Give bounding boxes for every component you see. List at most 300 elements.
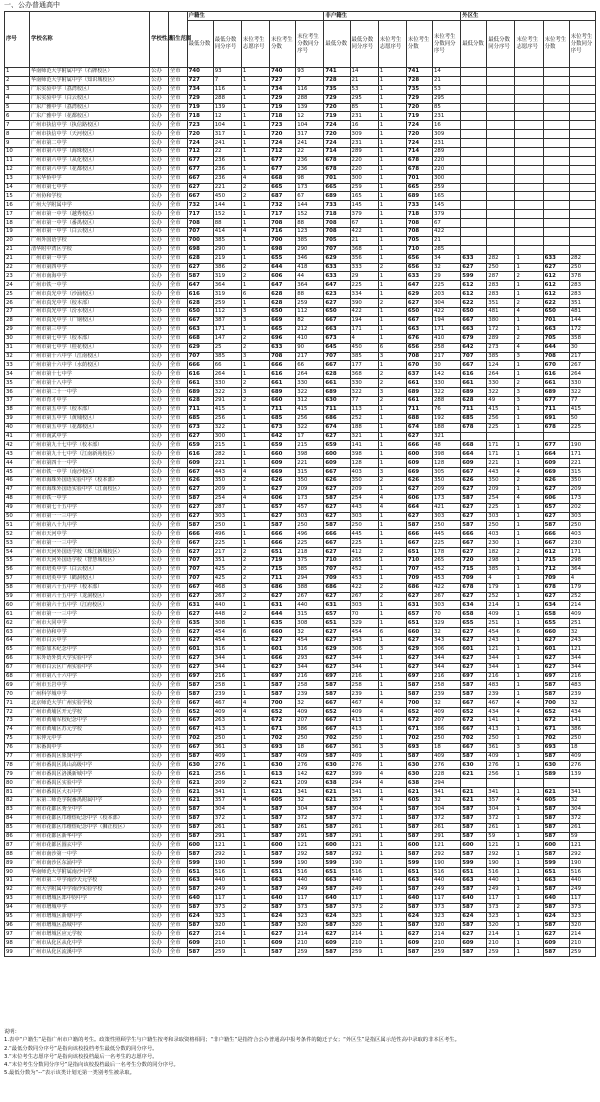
table-cell bbox=[515, 121, 543, 130]
table-cell: 1 bbox=[378, 521, 406, 530]
table-cell bbox=[487, 183, 515, 192]
school-name-cell: 广州市南沙第一中学 bbox=[30, 850, 150, 859]
table-cell: 685 bbox=[270, 414, 296, 423]
table-cell bbox=[487, 94, 515, 103]
table-cell: 304 bbox=[487, 805, 515, 814]
table-cell: 61 bbox=[5, 610, 30, 619]
table-cell: 231 bbox=[432, 112, 460, 121]
school-name-cell: 广州市番禺区洛溪新城中学 bbox=[30, 770, 150, 779]
table-cell: 128 bbox=[350, 459, 378, 468]
table-cell: 640 bbox=[187, 894, 213, 903]
table-cell: 587 bbox=[324, 681, 350, 690]
table-cell: 587 bbox=[324, 921, 350, 930]
table-cell: 422 bbox=[432, 583, 460, 592]
table-cell: 624 bbox=[324, 912, 350, 921]
table-cell: 719 bbox=[324, 112, 350, 121]
school-name-cell: 华南师范大学附属中学（石牌校区） bbox=[30, 68, 150, 77]
table-cell: 295 bbox=[432, 94, 460, 103]
school-name-cell: 广东仲元中学 bbox=[30, 734, 150, 743]
table-cell: 1 bbox=[241, 156, 269, 165]
table-cell: 4 bbox=[515, 708, 543, 717]
table-row bbox=[5, 548, 596, 557]
table-cell: 264 bbox=[487, 370, 515, 379]
table-cell: 651 bbox=[324, 619, 350, 628]
table-cell: 50 bbox=[5, 512, 30, 521]
table-row bbox=[5, 797, 596, 806]
school-name-cell: 广州市增城区郑中钧中学 bbox=[30, 894, 150, 903]
table-cell: 364 bbox=[569, 565, 595, 574]
table-cell: 587 bbox=[461, 805, 487, 814]
table-cell: 231 bbox=[350, 139, 378, 148]
table-cell: 1 bbox=[241, 281, 269, 290]
table-cell: 1 bbox=[515, 441, 543, 450]
table-cell bbox=[569, 192, 595, 201]
table-cell: 667 bbox=[461, 699, 487, 708]
table-cell: 2 bbox=[241, 574, 269, 583]
table-cell: 660 bbox=[270, 396, 296, 405]
table-cell: 627 bbox=[324, 432, 350, 441]
table-cell: 1 bbox=[378, 68, 406, 77]
table-cell bbox=[543, 183, 569, 192]
school-name-cell: 广州市铁一中学（南沙校区） bbox=[30, 468, 150, 477]
table-cell: 677 bbox=[543, 441, 569, 450]
school-name-cell: 广州市增城区应元学校 bbox=[30, 930, 150, 939]
table-cell: 全市 bbox=[168, 681, 187, 690]
table-row bbox=[5, 494, 596, 503]
header-school: 学校名称 bbox=[30, 12, 150, 68]
table-cell: 3 bbox=[5, 85, 30, 94]
table-cell: 261 bbox=[213, 823, 241, 832]
table-cell: 1 bbox=[515, 814, 543, 823]
table-cell: 659 bbox=[187, 441, 213, 450]
table-cell: 647 bbox=[324, 281, 350, 290]
table-cell: 239 bbox=[213, 690, 241, 699]
table-cell: 全市 bbox=[168, 859, 187, 868]
table-cell: 727 bbox=[187, 76, 213, 85]
table-cell: 409 bbox=[432, 752, 460, 761]
school-name-cell: 广州市南武中学 bbox=[30, 432, 150, 441]
table-cell: 621 bbox=[461, 797, 487, 806]
table-cell: 666 bbox=[270, 654, 296, 663]
table-cell: 1 bbox=[378, 219, 406, 228]
table-cell: 4 bbox=[515, 797, 543, 806]
table-cell: 715 bbox=[461, 565, 487, 574]
table-cell: 676 bbox=[406, 334, 432, 343]
table-cell: 1 bbox=[515, 725, 543, 734]
table-cell: 733 bbox=[324, 201, 350, 210]
school-name-cell: 广州市培英中学（鹤洞校区） bbox=[30, 574, 150, 583]
table-cell: 全市 bbox=[168, 370, 187, 379]
table-cell: 209 bbox=[432, 485, 460, 494]
table-cell bbox=[515, 236, 543, 245]
table-cell: 1 bbox=[241, 112, 269, 121]
table-cell: 320 bbox=[569, 921, 595, 930]
table-cell: 1 bbox=[241, 201, 269, 210]
table-cell: 全市 bbox=[168, 245, 187, 254]
school-name-cell: 广州市第一一三中学 bbox=[30, 512, 150, 521]
table-cell: 全市 bbox=[168, 174, 187, 183]
table-cell: 1 bbox=[378, 752, 406, 761]
header-last-rank: 末位考生分数同分序号 bbox=[569, 21, 595, 68]
table-cell: 2 bbox=[515, 334, 543, 343]
table-cell: 16 bbox=[432, 121, 460, 130]
school-name-cell: 广州市从化区从化中学 bbox=[30, 939, 150, 948]
table-cell: 51 bbox=[5, 521, 30, 530]
notes-title: 说明： bbox=[4, 1029, 20, 1035]
table-cell: 1 bbox=[241, 441, 269, 450]
table-cell: 656 bbox=[406, 254, 432, 263]
table-cell: 413 bbox=[350, 717, 378, 726]
table-cell: 236 bbox=[213, 174, 241, 183]
table-cell: 2 bbox=[241, 903, 269, 912]
table-cell: 1 bbox=[378, 619, 406, 628]
table-cell: 516 bbox=[296, 868, 324, 877]
table-cell: 667 bbox=[461, 316, 487, 325]
table-cell: 171 bbox=[432, 325, 460, 334]
table-cell: 63 bbox=[5, 628, 30, 637]
table-cell: 2 bbox=[378, 476, 406, 485]
table-cell: 1 bbox=[241, 254, 269, 263]
school-name-cell: 广州市黄埔区苏元学校 bbox=[30, 725, 150, 734]
table-cell bbox=[461, 779, 487, 788]
table-cell: 715 bbox=[270, 565, 296, 574]
school-name-cell: 广东广雅中学（花都校区） bbox=[30, 112, 150, 121]
table-cell: 273 bbox=[487, 343, 515, 352]
table-cell: 全市 bbox=[168, 352, 187, 361]
table-cell: 公办 bbox=[150, 210, 169, 219]
table-row bbox=[5, 236, 596, 245]
table-cell: 587 bbox=[406, 903, 432, 912]
table-cell: 85 bbox=[432, 103, 460, 112]
table-cell: 1 bbox=[241, 930, 269, 939]
table-cell: 12 bbox=[213, 112, 241, 121]
table-cell: 73 bbox=[5, 717, 30, 726]
table-cell: 1 bbox=[378, 761, 406, 770]
table-cell: 全市 bbox=[168, 903, 187, 912]
table-cell: 308 bbox=[213, 619, 241, 628]
table-cell: 1 bbox=[515, 672, 543, 681]
table-cell: 627 bbox=[187, 263, 213, 272]
table-cell: 1 bbox=[515, 734, 543, 743]
table-cell: 117 bbox=[350, 894, 378, 903]
table-cell: 8 bbox=[5, 130, 30, 139]
table-cell: 630 bbox=[406, 761, 432, 770]
table-row bbox=[5, 645, 596, 654]
table-row bbox=[5, 832, 596, 841]
table-cell: 1 bbox=[378, 788, 406, 797]
table-cell: 403 bbox=[350, 468, 378, 477]
note-2: 2.“最低分数同分序号”是指向该校投档考生最低分数的同分序号。 bbox=[4, 1045, 158, 1052]
table-cell: 668 bbox=[187, 334, 213, 343]
table-cell bbox=[487, 85, 515, 94]
table-cell: 全市 bbox=[168, 432, 187, 441]
table-cell: 322 bbox=[569, 388, 595, 397]
table-cell: 665 bbox=[270, 183, 296, 192]
table-cell: 225 bbox=[432, 539, 460, 548]
table-cell: 公办 bbox=[150, 85, 169, 94]
table-cell: 1 bbox=[515, 521, 543, 530]
table-cell: 1 bbox=[378, 432, 406, 441]
table-cell: 1 bbox=[241, 637, 269, 646]
table-cell: 29 bbox=[432, 272, 460, 281]
table-cell: 621 bbox=[324, 788, 350, 797]
table-cell: 303 bbox=[213, 512, 241, 521]
table-cell: 公办 bbox=[150, 254, 169, 263]
table-cell: 1 bbox=[241, 503, 269, 512]
table-cell: 1 bbox=[241, 485, 269, 494]
table-cell: 1 bbox=[515, 423, 543, 432]
table-cell: 678 bbox=[324, 165, 350, 174]
table-row bbox=[5, 637, 596, 646]
table-cell: 全市 bbox=[168, 690, 187, 699]
table-cell: 1 bbox=[515, 592, 543, 601]
table-cell: 418 bbox=[296, 263, 324, 272]
table-cell: 公办 bbox=[150, 343, 169, 352]
table-cell: 1 bbox=[241, 103, 269, 112]
table-cell: 公办 bbox=[150, 574, 169, 583]
table-cell: 601 bbox=[270, 645, 296, 654]
table-cell: 587 bbox=[543, 805, 569, 814]
table-cell: 179 bbox=[487, 583, 515, 592]
table-cell: 全市 bbox=[168, 805, 187, 814]
table-cell: 587 bbox=[270, 921, 296, 930]
table-cell: 171 bbox=[569, 450, 595, 459]
table-cell: 627 bbox=[187, 592, 213, 601]
table-cell bbox=[569, 210, 595, 219]
table-cell: 587 bbox=[187, 805, 213, 814]
header-min-rank: 最低分数同分序号 bbox=[213, 21, 241, 68]
table-cell: 171 bbox=[487, 450, 515, 459]
table-cell: 264 bbox=[213, 370, 241, 379]
table-cell: 633 bbox=[406, 272, 432, 281]
table-cell: 全市 bbox=[168, 316, 187, 325]
table-cell: 2 bbox=[378, 396, 406, 405]
table-cell: 343 bbox=[350, 637, 378, 646]
table-cell: 1 bbox=[378, 450, 406, 459]
table-cell: 697 bbox=[324, 672, 350, 681]
table-cell: 2 bbox=[241, 343, 269, 352]
table-cell: 219 bbox=[213, 254, 241, 263]
table-cell: 全市 bbox=[168, 779, 187, 788]
table-cell: 612 bbox=[461, 281, 487, 290]
table-cell: 667 bbox=[324, 725, 350, 734]
table-cell: 215 bbox=[213, 441, 241, 450]
table-cell: 全市 bbox=[168, 192, 187, 201]
table-cell bbox=[569, 103, 595, 112]
table-cell: 295 bbox=[350, 94, 378, 103]
table-cell: 19 bbox=[5, 228, 30, 237]
table-cell: 30 bbox=[569, 343, 595, 352]
note-5: 5.最低分数为“--”表示该类计划无第一类别考生被录取。 bbox=[4, 1070, 135, 1077]
table-cell: 668 bbox=[461, 441, 487, 450]
table-cell: 627 bbox=[406, 592, 432, 601]
table-cell: 公办 bbox=[150, 788, 169, 797]
table-cell: 587 bbox=[543, 921, 569, 930]
table-cell: 409 bbox=[296, 708, 324, 717]
table-cell: 1 bbox=[241, 121, 269, 130]
table-row bbox=[5, 459, 596, 468]
table-cell: 3 bbox=[515, 388, 543, 397]
table-cell: 657 bbox=[270, 503, 296, 512]
table-cell: 627 bbox=[406, 512, 432, 521]
table-cell: 64 bbox=[5, 637, 30, 646]
table-cell: 236 bbox=[213, 165, 241, 174]
table-cell: 全市 bbox=[168, 228, 187, 237]
table-cell: 587 bbox=[461, 521, 487, 530]
table-cell: 44 bbox=[5, 459, 30, 468]
table-cell: 全市 bbox=[168, 574, 187, 583]
table-cell: 672 bbox=[543, 717, 569, 726]
table-row bbox=[5, 717, 596, 726]
table-cell: 587 bbox=[187, 690, 213, 699]
table-cell: 116 bbox=[296, 85, 324, 94]
school-name-cell: 广州市增城区荔城中学 bbox=[30, 921, 150, 930]
table-cell: 250 bbox=[296, 521, 324, 530]
table-cell: 18 bbox=[5, 219, 30, 228]
header-group-row bbox=[5, 12, 596, 21]
table-cell: 1 bbox=[241, 894, 269, 903]
table-cell: 190 bbox=[350, 859, 378, 868]
table-cell: 724 bbox=[406, 121, 432, 130]
table-cell: 312 bbox=[296, 396, 324, 405]
table-cell: 公办 bbox=[150, 121, 169, 130]
table-cell bbox=[461, 210, 487, 219]
table-cell bbox=[487, 192, 515, 201]
table-cell: 全市 bbox=[168, 654, 187, 663]
table-cell bbox=[543, 121, 569, 130]
school-name-cell: 广州市第一中学 bbox=[30, 254, 150, 263]
table-cell: 210 bbox=[569, 939, 595, 948]
table-cell: 254 bbox=[350, 494, 378, 503]
note-1: 1.表中“户籍生”是指广州市户籍的考生。政策性照顾学生与户籍生按考和录取资格相同；“非户籍生”是指符合公办普通高中报考条件的随迁子女；“外区生”是指区属示范性高中录取的非本区考生。 bbox=[4, 1037, 460, 1044]
table-cell: 627 bbox=[406, 663, 432, 672]
table-cell: 1 bbox=[241, 165, 269, 174]
table-cell bbox=[515, 156, 543, 165]
table-cell: 629 bbox=[406, 290, 432, 299]
table-cell: 53 bbox=[5, 539, 30, 548]
table-cell: 公办 bbox=[150, 868, 169, 877]
school-name-cell: 广州市第十六中学（江南校区） bbox=[30, 352, 150, 361]
school-name-cell: 广州市番禺区实验中学 bbox=[30, 779, 150, 788]
table-cell: 全市 bbox=[168, 539, 187, 548]
table-row bbox=[5, 708, 596, 717]
table-cell: 公办 bbox=[150, 139, 169, 148]
school-name-cell: 广州市真光中学（沙涌校区） bbox=[30, 290, 150, 299]
table-cell: 214 bbox=[296, 930, 324, 939]
table-cell: 616 bbox=[270, 370, 296, 379]
table-cell: 1 bbox=[515, 832, 543, 841]
table-cell: 117 bbox=[487, 894, 515, 903]
table-cell: 612 bbox=[543, 272, 569, 281]
note-3: 3.“末位考生志愿序号”是指向该校投档最后一名考生的志愿序号。 bbox=[4, 1053, 158, 1060]
table-cell bbox=[487, 174, 515, 183]
table-cell: 412 bbox=[350, 548, 378, 557]
table-cell: 700 bbox=[406, 699, 432, 708]
table-cell: 66 bbox=[296, 361, 324, 370]
table-cell: 4 bbox=[378, 503, 406, 512]
school-name-cell: 广州市第六十五中学（龙洞校区） bbox=[30, 592, 150, 601]
table-cell: 全市 bbox=[168, 183, 187, 192]
table-cell: 715 bbox=[543, 556, 569, 565]
table-cell: 661 bbox=[461, 379, 487, 388]
table-cell: 689 bbox=[324, 192, 350, 201]
table-cell: 公办 bbox=[150, 432, 169, 441]
table-cell: 全市 bbox=[168, 494, 187, 503]
table-cell: 350 bbox=[487, 476, 515, 485]
table-cell: 587 bbox=[543, 885, 569, 894]
table-cell: 公办 bbox=[150, 165, 169, 174]
table-cell: 259 bbox=[296, 948, 324, 957]
table-cell: 1 bbox=[241, 672, 269, 681]
table-cell: 1 bbox=[515, 316, 543, 325]
table-cell: 627 bbox=[187, 930, 213, 939]
table-cell: 80 bbox=[5, 779, 30, 788]
table-cell: 250 bbox=[569, 263, 595, 272]
table-cell: 516 bbox=[569, 868, 595, 877]
table-cell: 697 bbox=[461, 672, 487, 681]
table-cell: 250 bbox=[569, 734, 595, 743]
table-cell: 665 bbox=[270, 325, 296, 334]
table-cell: 315 bbox=[296, 610, 324, 619]
table-cell: 188 bbox=[350, 423, 378, 432]
table-cell: 351 bbox=[569, 299, 595, 308]
table-cell: 652 bbox=[406, 708, 432, 717]
table-cell: 587 bbox=[543, 823, 569, 832]
table-cell: 627 bbox=[461, 548, 487, 557]
table-cell: 1 bbox=[378, 459, 406, 468]
table-cell: 298 bbox=[569, 556, 595, 565]
table-cell bbox=[487, 779, 515, 788]
table-cell: 496 bbox=[213, 530, 241, 539]
table-cell: 650 bbox=[461, 308, 487, 317]
table-cell: 1 bbox=[378, 690, 406, 699]
table-cell: 322 bbox=[296, 388, 324, 397]
table-cell: 250 bbox=[432, 521, 460, 530]
school-name-cell: 广州市天河外国语学校（珠江新城校区） bbox=[30, 548, 150, 557]
table-cell: 667 bbox=[461, 468, 487, 477]
table-cell: 599 bbox=[270, 859, 296, 868]
table-cell: 624 bbox=[187, 912, 213, 921]
school-name-cell: 广州市海珠外国语实验中学（校本部） bbox=[30, 476, 150, 485]
school-name-cell: 广州市第七十五中学 bbox=[30, 503, 150, 512]
table-cell: 121 bbox=[487, 645, 515, 654]
table-cell: 3 bbox=[515, 396, 543, 405]
table-cell: 621 bbox=[187, 797, 213, 806]
table-cell: 56 bbox=[5, 565, 30, 574]
table-cell: 669 bbox=[270, 316, 296, 325]
table-cell: 1 bbox=[378, 272, 406, 281]
table-cell: 全市 bbox=[168, 868, 187, 877]
table-cell: 434 bbox=[569, 708, 595, 717]
table-cell: 626 bbox=[406, 476, 432, 485]
table-cell: 1 bbox=[515, 281, 543, 290]
table-cell: 701 bbox=[543, 316, 569, 325]
table-cell: 1 bbox=[378, 130, 406, 139]
table-cell: 216 bbox=[432, 672, 460, 681]
table-cell: 629 bbox=[324, 645, 350, 654]
table-cell: 1 bbox=[241, 921, 269, 930]
table-cell: 630 bbox=[461, 761, 487, 770]
header-last-score: 末位考生分数 bbox=[543, 21, 569, 68]
table-cell: 60 bbox=[5, 601, 30, 610]
table-cell bbox=[487, 210, 515, 219]
table-cell: 409 bbox=[487, 752, 515, 761]
table-cell: 215 bbox=[296, 441, 324, 450]
table-cell: 4 bbox=[378, 494, 406, 503]
table-cell: 388 bbox=[296, 583, 324, 592]
table-cell: 677 bbox=[270, 165, 296, 174]
table-cell: 4 bbox=[378, 770, 406, 779]
